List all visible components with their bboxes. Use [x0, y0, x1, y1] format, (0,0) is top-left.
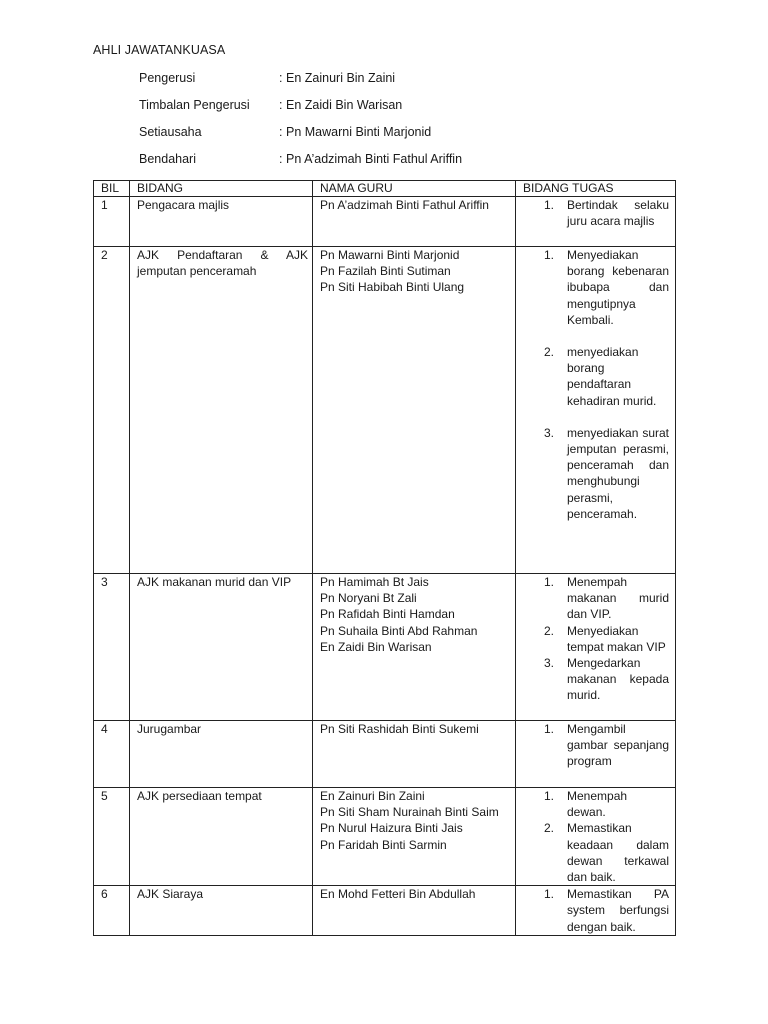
table-row: [94, 197, 676, 247]
cell-bidang-tugas: [516, 197, 676, 247]
duty-item: 2. menyediakan borang pendaftaran kehadiran murid.: [544, 345, 657, 408]
officer-name: Pn Mawarni Binti Marjonid: [286, 125, 432, 139]
duty-item: 3. menyediakan surat jemputan perasmi, penceramah dan menghubungi perasmi, penceramah.: [544, 425, 669, 521]
duty-item: 1. Memastikan PA system berfungsi dengan baik.: [544, 887, 669, 934]
cell-bidang-tugas: [516, 788, 676, 886]
cell-bidang: Pengacara majlis: [130, 197, 313, 247]
duty-item: 1. Bertindak selaku juru acara majlis: [544, 198, 669, 229]
cell-bil: 6: [94, 886, 130, 936]
teacher-name: Pn Noryani Bt Zali: [320, 591, 417, 606]
teacher-name: Pn Siti Sham Nurainah Binti Saim: [320, 805, 499, 820]
cell-nama-guru: [313, 574, 516, 721]
officer-role: Timbalan Pengerusi: [139, 98, 250, 112]
header-bidang: BIDANG: [130, 181, 313, 197]
table-row: [94, 721, 676, 788]
teacher-name: Pn Rafidah Binti Hamdan: [320, 607, 455, 622]
teacher-name: Pn Faridah Binti Sarmin: [320, 837, 447, 852]
cell-bidang: AJK Siaraya: [130, 886, 313, 936]
teacher-name: Pn A’adzimah Binti Fathul Ariffin: [320, 198, 489, 212]
duty-item: 3. Mengedarkan makanan kepada murid.: [544, 656, 669, 703]
duty-list: [523, 247, 671, 522]
cell-bidang-tugas: [516, 886, 676, 936]
table-row: [94, 247, 676, 574]
officer-role: Pengerusi: [139, 71, 196, 85]
cell-nama-guru: [313, 721, 516, 788]
table-header-row: [94, 181, 676, 197]
teacher-name: Pn Fazilah Binti Sutiman: [320, 264, 451, 279]
duty-item: 1. Mengambil gambar sepanjang program: [544, 722, 669, 769]
teacher-name: En Zainuri Bin Zaini: [320, 789, 425, 803]
officer-colon: :: [279, 71, 283, 85]
teacher-name: En Mohd Fetteri Bin Abdullah: [320, 887, 476, 902]
officer-role: Setiausaha: [139, 125, 202, 139]
cell-bil: 4: [94, 721, 130, 788]
duty-item: 1. Menempah dewan.: [544, 789, 628, 820]
teacher-name: Pn Hamimah Bt Jais: [320, 575, 429, 589]
duty-list: [523, 721, 671, 770]
officer-name: Pn A’adzimah Binti Fathul Ariffin: [286, 152, 463, 166]
cell-bidang: AJK makanan murid dan VIP: [130, 574, 313, 721]
cell-bidang-tugas: [516, 247, 676, 574]
cell-nama-guru: [313, 247, 516, 574]
duty-list: [523, 886, 671, 935]
cell-bidang: AJK persediaan tempat: [130, 788, 313, 886]
teacher-name: Pn Mawarni Binti Marjonid: [320, 248, 460, 262]
duty-list: [523, 574, 671, 704]
teacher-name: Pn Nurul Haizura Binti Jais: [320, 821, 463, 836]
committee-table: [93, 180, 676, 936]
header-bidang-tugas: BIDANG TUGAS: [516, 181, 676, 197]
cell-nama-guru: [313, 886, 516, 936]
table-row: [94, 574, 676, 721]
table-row: [94, 886, 676, 936]
document-heading: AHLI JAWATANKUASA: [93, 43, 226, 57]
duty-list: [523, 788, 671, 885]
officer-name: En Zainuri Bin Zaini: [286, 71, 396, 85]
header-bil: BIL: [94, 181, 130, 197]
cell-bil: 2: [94, 247, 130, 574]
duty-item: 2. Memastikan keadaan dalam dewan terkawal dan baik.: [544, 821, 669, 885]
cell-nama-guru: [313, 788, 516, 886]
duty-list: [523, 197, 671, 229]
cell-bidang: AJK Pendaftaran & AJK jemputan penceramah: [130, 247, 313, 574]
cell-bidang-tugas: [516, 721, 676, 788]
teacher-name: Pn Siti Rashidah Binti Sukemi: [320, 722, 479, 736]
cell-bil: 3: [94, 574, 130, 721]
cell-bil: 5: [94, 788, 130, 886]
duty-item: 2. Menyediakan tempat makan VIP: [544, 623, 666, 654]
header-nama-guru: NAMA GURU: [313, 181, 516, 197]
officer-colon: :: [279, 98, 283, 112]
cell-nama-guru: [313, 197, 516, 247]
duty-item: 1. Menempah makanan murid dan VIP.: [544, 575, 669, 622]
cell-bidang-tugas: [516, 574, 676, 721]
duty-item: 1. Menyediakan borang kebenaran ibubapa dan mengutipnya Kembali.: [544, 248, 669, 327]
cell-bidang: Jurugambar: [130, 721, 313, 788]
officer-colon: :: [279, 152, 283, 166]
teacher-name: En Zaidi Bin Warisan: [320, 639, 432, 654]
teacher-name: Pn Siti Habibah Binti Ulang: [320, 280, 465, 295]
cell-bil: 1: [94, 197, 130, 247]
table-row: [94, 788, 676, 886]
officer-name: En Zaidi Bin Warisan: [286, 98, 403, 112]
teacher-name: Pn Suhaila Binti Abd Rahman: [320, 623, 478, 638]
officer-role: Bendahari: [139, 152, 196, 166]
officer-colon: :: [279, 125, 283, 139]
